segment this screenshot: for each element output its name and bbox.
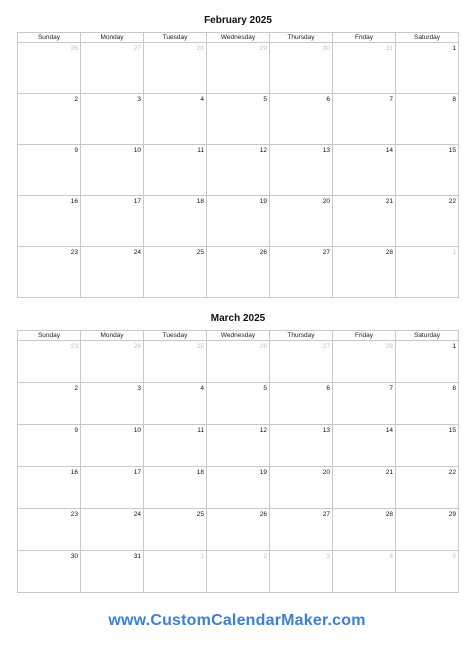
- day-cell: 15: [396, 425, 459, 467]
- day-cell: 4: [144, 94, 207, 145]
- day-cell: 13: [270, 425, 333, 467]
- day-cell: 17: [81, 467, 144, 509]
- day-cell: 19: [207, 467, 270, 509]
- week-row: [18, 94, 459, 145]
- day-cell: 18: [144, 467, 207, 509]
- weekday-header: Friday: [333, 33, 396, 43]
- week-row: [18, 43, 459, 94]
- day-cell-outside-month: 26: [18, 43, 81, 94]
- weekday-header: Sunday: [18, 331, 81, 341]
- week-row: [18, 467, 459, 509]
- day-cell-outside-month: 23: [18, 341, 81, 383]
- weeks-body: [18, 43, 459, 298]
- weekday-header: Sunday: [18, 33, 81, 43]
- week-row: [18, 341, 459, 383]
- weekday-header: Friday: [333, 331, 396, 341]
- day-cell: 12: [207, 425, 270, 467]
- day-cell: 16: [18, 196, 81, 247]
- day-cell: 9: [18, 145, 81, 196]
- day-cell: 24: [81, 247, 144, 298]
- day-cell: 3: [81, 383, 144, 425]
- day-cell: 11: [144, 425, 207, 467]
- calendar-march: [17, 312, 459, 593]
- day-cell-outside-month: 31: [333, 43, 396, 94]
- day-cell: 31: [81, 551, 144, 593]
- day-cell: 27: [270, 509, 333, 551]
- day-cell: 10: [81, 425, 144, 467]
- day-cell: 6: [270, 94, 333, 145]
- week-row: [18, 551, 459, 593]
- day-cell-outside-month: 1: [144, 551, 207, 593]
- website-footer[interactable]: www.CustomCalendarMaker.com: [108, 612, 366, 629]
- week-row: [18, 145, 459, 196]
- day-cell: 21: [333, 196, 396, 247]
- weekday-header: Thursday: [270, 33, 333, 43]
- weekday-header: Monday: [81, 331, 144, 341]
- day-cell: 29: [396, 509, 459, 551]
- weekday-header: Monday: [81, 33, 144, 43]
- day-cell-outside-month: 24: [81, 341, 144, 383]
- day-cell: 22: [396, 196, 459, 247]
- day-cell: 10: [81, 145, 144, 196]
- day-cell-outside-month: 25: [144, 341, 207, 383]
- day-cell: 20: [270, 196, 333, 247]
- day-cell: 8: [396, 383, 459, 425]
- weeks-body: [18, 341, 459, 593]
- month-grid: [17, 32, 459, 298]
- calendar-february: [17, 14, 459, 298]
- day-cell: 30: [18, 551, 81, 593]
- day-cell: 5: [207, 94, 270, 145]
- day-cell: 22: [396, 467, 459, 509]
- weekday-header: Thursday: [270, 331, 333, 341]
- day-cell: 28: [333, 247, 396, 298]
- day-cell: 8: [396, 94, 459, 145]
- day-cell: 12: [207, 145, 270, 196]
- day-cell: 14: [333, 425, 396, 467]
- day-cell: 14: [333, 145, 396, 196]
- weekday-header: Wednesday: [207, 33, 270, 43]
- day-cell: 5: [207, 383, 270, 425]
- week-row: [18, 196, 459, 247]
- day-cell: 7: [333, 383, 396, 425]
- weekday-header: Tuesday: [144, 331, 207, 341]
- day-cell-outside-month: 30: [270, 43, 333, 94]
- week-row: [18, 383, 459, 425]
- weekday-header: Wednesday: [207, 331, 270, 341]
- day-cell: 26: [207, 509, 270, 551]
- week-row: [18, 509, 459, 551]
- day-cell: 25: [144, 247, 207, 298]
- weekday-header-row: [18, 33, 459, 43]
- day-cell: 2: [18, 94, 81, 145]
- day-cell-outside-month: 2: [207, 551, 270, 593]
- weekday-header: Tuesday: [144, 33, 207, 43]
- weekday-header: Saturday: [396, 33, 459, 43]
- day-cell: 20: [270, 467, 333, 509]
- month-title: February 2025: [204, 15, 272, 26]
- day-cell-outside-month: 28: [144, 43, 207, 94]
- day-cell-outside-month: 27: [270, 341, 333, 383]
- month-title: March 2025: [210, 313, 266, 324]
- day-cell: 9: [18, 425, 81, 467]
- day-cell: 23: [18, 247, 81, 298]
- day-cell-outside-month: 29: [207, 43, 270, 94]
- day-cell: 25: [144, 509, 207, 551]
- day-cell: 1: [396, 341, 459, 383]
- day-cell: 21: [333, 467, 396, 509]
- day-cell: 16: [18, 467, 81, 509]
- day-cell: 17: [81, 196, 144, 247]
- day-cell: 4: [144, 383, 207, 425]
- day-cell-outside-month: 26: [207, 341, 270, 383]
- day-cell: 27: [270, 247, 333, 298]
- day-cell-outside-month: 28: [333, 341, 396, 383]
- day-cell: 13: [270, 145, 333, 196]
- day-cell-outside-month: 3: [270, 551, 333, 593]
- day-cell: 28: [333, 509, 396, 551]
- day-cell: 18: [144, 196, 207, 247]
- day-cell: 19: [207, 196, 270, 247]
- day-cell: 26: [207, 247, 270, 298]
- day-cell: 15: [396, 145, 459, 196]
- day-cell: 23: [18, 509, 81, 551]
- week-row: [18, 425, 459, 467]
- day-cell: 2: [18, 383, 81, 425]
- week-row: [18, 247, 459, 298]
- day-cell: 6: [270, 383, 333, 425]
- month-grid: [17, 330, 459, 593]
- day-cell-outside-month: 4: [333, 551, 396, 593]
- weekday-header: Saturday: [396, 331, 459, 341]
- day-cell: 3: [81, 94, 144, 145]
- day-cell-outside-month: 1: [396, 247, 459, 298]
- day-cell: 24: [81, 509, 144, 551]
- day-cell-outside-month: 5: [396, 551, 459, 593]
- weekday-header-row: [18, 331, 459, 341]
- day-cell: 1: [396, 43, 459, 94]
- day-cell-outside-month: 27: [81, 43, 144, 94]
- day-cell: 11: [144, 145, 207, 196]
- day-cell: 7: [333, 94, 396, 145]
